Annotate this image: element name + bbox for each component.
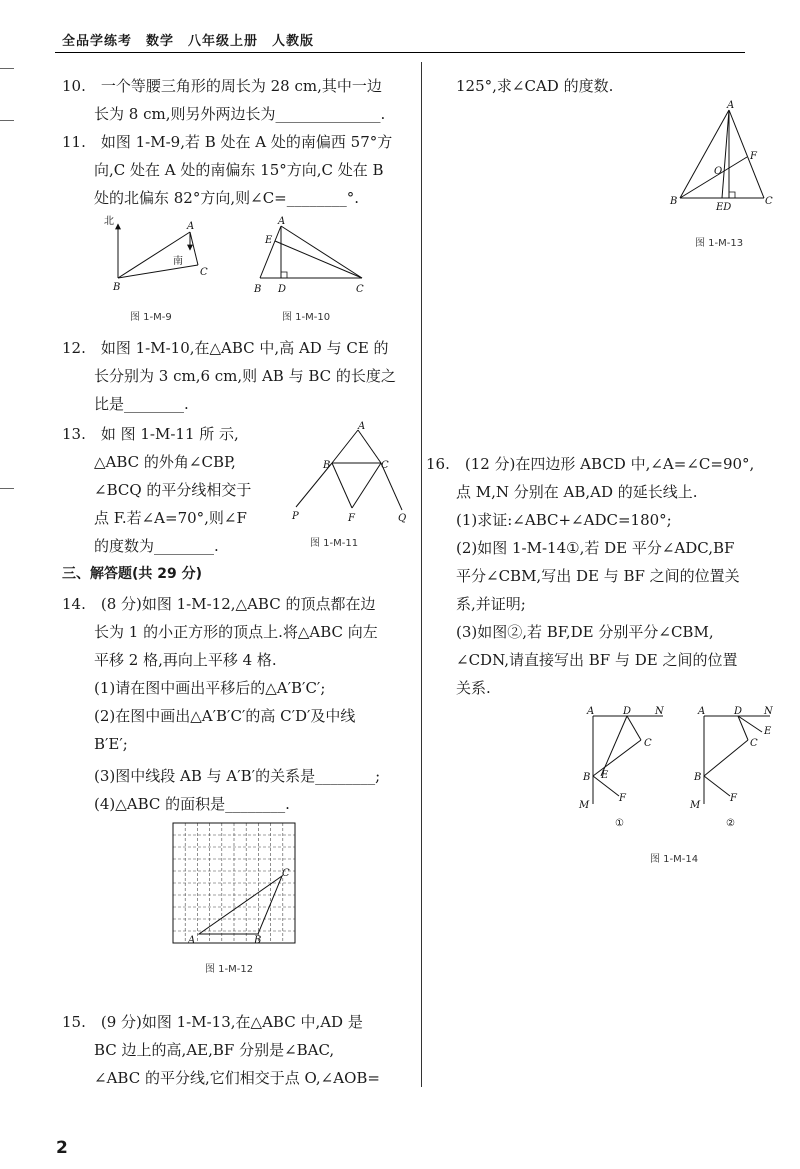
q15-line-1: 15. (9 分)如图 1-M-13,在△ABC 中,AD 是 <box>62 1013 363 1031</box>
caption-1-m-10: 图 1-M-10 <box>282 312 331 323</box>
label-d: D <box>623 706 632 717</box>
label-sub-1: ① <box>615 818 624 829</box>
figure-1-m-14-1 <box>575 700 675 835</box>
q16-part-2-cont: 平分∠CBM,写出 DE 与 BF 之间的位置关 <box>456 567 740 585</box>
q16-part-1: (1)求证:∠ABC+∠ADC=180°; <box>456 511 672 529</box>
label-f: F <box>730 793 737 804</box>
q16-part-2: (2)如图 1-M-14①,若 DE 平分∠ADC,BF <box>456 539 735 557</box>
label-b: B <box>254 935 262 946</box>
q16-line-2: 点 M,N 分别在 AB,AD 的延长线上. <box>456 483 698 501</box>
q16-part-2-cont2: 系,并证明; <box>456 595 526 613</box>
page-number: 2 <box>56 1138 68 1158</box>
q14-part-1: (1)请在图中画出平移后的△A′B′C′; <box>94 679 326 697</box>
q14-line-3: 平移 2 格,再向上平移 4 格. <box>94 651 277 669</box>
q13-line-5: 的度数为________. <box>94 537 219 555</box>
q14-part-3: (3)图中线段 AB 与 A′B′的关系是________; <box>94 767 381 785</box>
page-header: 全品学练考 数学 八年级上册 人教版 <box>62 34 315 49</box>
label-e: E <box>764 726 772 737</box>
label-south: 南 <box>173 256 183 267</box>
figure-1-m-12 <box>168 818 300 948</box>
label-c: C <box>356 284 364 295</box>
q12-line-2: 长分别为 3 cm,6 cm,则 AB 与 BC 的长度之 <box>94 367 396 385</box>
label-f: F <box>619 793 626 804</box>
label-d: D <box>278 284 287 295</box>
q15-line-2: BC 边上的高,AE,BF 分别是∠BAC, <box>94 1041 335 1059</box>
label-f: F <box>750 151 757 162</box>
q15-line-4: 125°,求∠CAD 的度数. <box>456 77 614 95</box>
q11-line-3: 处的北偏东 82°方向,则∠C=________°. <box>94 189 360 207</box>
q16-line-1: 16. (12 分)在四边形 ABCD 中,∠A=∠C=90°, <box>426 455 755 473</box>
label-a: A <box>187 221 195 232</box>
label-ed: ED <box>716 202 732 213</box>
q13-line-3: ∠BCQ 的平分线相交于 <box>94 481 252 499</box>
label-m: M <box>579 800 590 811</box>
q16-part-3-cont: ∠CDN,请直接写出 BF 与 DE 之间的位置 <box>456 651 738 669</box>
label-e: E <box>601 770 609 781</box>
label-b: B <box>323 460 331 471</box>
label-a: A <box>727 100 735 111</box>
q13-line-1: 13. 如 图 1-M-11 所 示, <box>62 425 239 443</box>
figure-1-m-13 <box>666 100 781 220</box>
label-d: D <box>734 706 743 717</box>
caption-1-m-12: 图 1-M-12 <box>205 964 254 975</box>
label-e: E <box>265 235 273 246</box>
figure-1-m-10 <box>250 214 375 299</box>
label-b: B <box>254 284 262 295</box>
column-divider <box>421 62 422 1087</box>
q12-line-1: 12. 如图 1-M-10,在△ABC 中,高 AD 与 CE 的 <box>62 339 389 357</box>
caption-1-m-9: 图 1-M-9 <box>130 312 172 323</box>
q16-part-3: (3)如图②,若 BF,DE 分别平分∠CBM, <box>456 623 714 641</box>
label-b: B <box>694 772 702 783</box>
label-c: C <box>282 868 290 879</box>
label-f: F <box>348 513 355 524</box>
q13-line-4: 点 F.若∠A=70°,则∠F <box>94 509 247 527</box>
label-p: P <box>292 511 299 522</box>
caption-1-m-13: 图 1-M-13 <box>695 238 744 249</box>
label-n: N <box>764 706 773 717</box>
header-rule <box>55 52 745 53</box>
label-c: C <box>750 738 758 749</box>
label-a: A <box>698 706 706 717</box>
label-q: Q <box>398 513 407 524</box>
label-o: O <box>714 166 723 177</box>
section-heading: 三、解答题(共 29 分) <box>62 566 203 582</box>
label-b: B <box>670 196 678 207</box>
q15-line-3: ∠ABC 的平分线,它们相交于点 O,∠AOB= <box>94 1069 380 1087</box>
figure-1-m-11 <box>290 420 415 530</box>
q11-line-2: 向,C 处在 A 处的南偏东 15°方向,C 处在 B <box>94 161 384 179</box>
q16-part-3-cont2: 关系. <box>456 679 491 697</box>
caption-1-m-11: 图 1-M-11 <box>310 538 359 549</box>
label-c: C <box>381 460 389 471</box>
edge-mark <box>0 68 14 69</box>
label-a: A <box>278 216 286 227</box>
label-c: C <box>200 267 208 278</box>
caption-1-m-14: 图 1-M-14 <box>650 854 699 865</box>
q14-part-4: (4)△ABC 的面积是________. <box>94 795 290 813</box>
edge-mark <box>0 488 14 489</box>
label-sub-2: ② <box>726 818 735 829</box>
q10-line-1: 10. 一个等腰三角形的周长为 28 cm,其中一边 <box>62 77 382 95</box>
edge-mark <box>0 120 14 121</box>
label-c: C <box>644 738 652 749</box>
q14-line-1: 14. (8 分)如图 1-M-12,△ABC 的顶点都在边 <box>62 595 376 613</box>
label-c: C <box>765 196 773 207</box>
q11-line-1: 11. 如图 1-M-9,若 B 处在 A 处的南偏西 57°方 <box>62 133 393 151</box>
label-north: 北 <box>104 216 114 227</box>
label-m: M <box>690 800 701 811</box>
q12-line-3: 比是________. <box>94 395 189 413</box>
q14-line-2: 长为 1 的小正方形的顶点上.将△ABC 向左 <box>94 623 378 641</box>
label-n: N <box>655 706 664 717</box>
figure-1-m-9 <box>100 212 220 302</box>
q14-part-2: (2)在图中画出△A′B′C′的高 C′D′及中线 <box>94 707 356 725</box>
q13-line-2: △ABC 的外角∠CBP, <box>94 453 236 471</box>
label-b: B <box>113 282 121 293</box>
figure-1-m-14-2 <box>686 700 786 835</box>
label-a: A <box>587 706 595 717</box>
q10-line-2: 长为 8 cm,则另外两边长为______________. <box>94 105 386 123</box>
label-b: B <box>583 772 591 783</box>
q14-part-2-cont: B′E′; <box>94 735 128 753</box>
label-a: A <box>188 935 196 946</box>
label-a: A <box>358 421 366 432</box>
